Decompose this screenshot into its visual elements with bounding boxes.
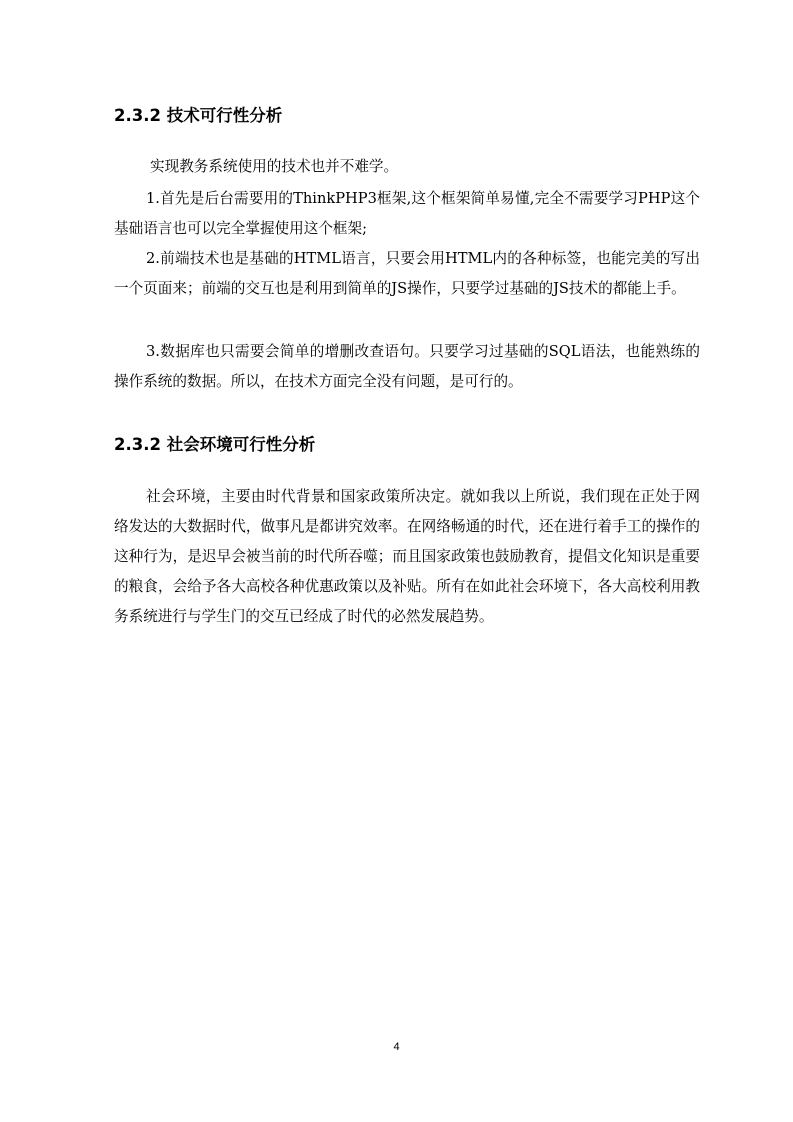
paragraph-tech-intro: 实现教务系统使用的技术也并不难学。 <box>150 158 399 175</box>
section-heading-social-feasibility: 2.3.2 社会环境可行性分析 <box>114 435 316 454</box>
paragraph-tech-frontend: 2.前端技术也是基础的HTML语言，只要会用HTML内的各种标签，也能完美的写出一个页面来；前端的交互也是利用到简单的JS操作，只要学过基础的JS技术的都能上手。 <box>114 250 700 297</box>
paragraph-tech-backend: 1.首先是后台需要用的ThinkPHP3框架,这个框架简单易懂,完全不需要学习PHP这个基础语言也可以完全掌握使用这个框架; <box>114 190 700 237</box>
paragraph-social-environment: 社会环境，主要由时代背景和国家政策所决定。就如我以上所说，我们现在正处于网络发达的大数据时代，做事凡是都讲究效率。在网络畅通的时代，还在进行着手工的操作的这种行为，是迟早会被当前的时代所吞噬；而且国家政策也鼓励教育，提倡文化知识是重要的粮食，会给予各大高校各种优惠政策以及补贴。所有在如此社会环境下，各大高校利用教务系统进行与学生门的交互已经成了时代的必然发展趋势。 <box>114 488 700 625</box>
section-heading-technical-feasibility: 2.3.2 技术可行性分析 <box>114 106 283 125</box>
paragraph-tech-database: 3.数据库也只需要会简单的增删改查语句。只要学习过基础的SQL语法，也能熟练的操作系统的数据。所以，在技术方面完全没有问题，是可行的。 <box>114 343 700 390</box>
page-number: 4 <box>393 1041 400 1053</box>
